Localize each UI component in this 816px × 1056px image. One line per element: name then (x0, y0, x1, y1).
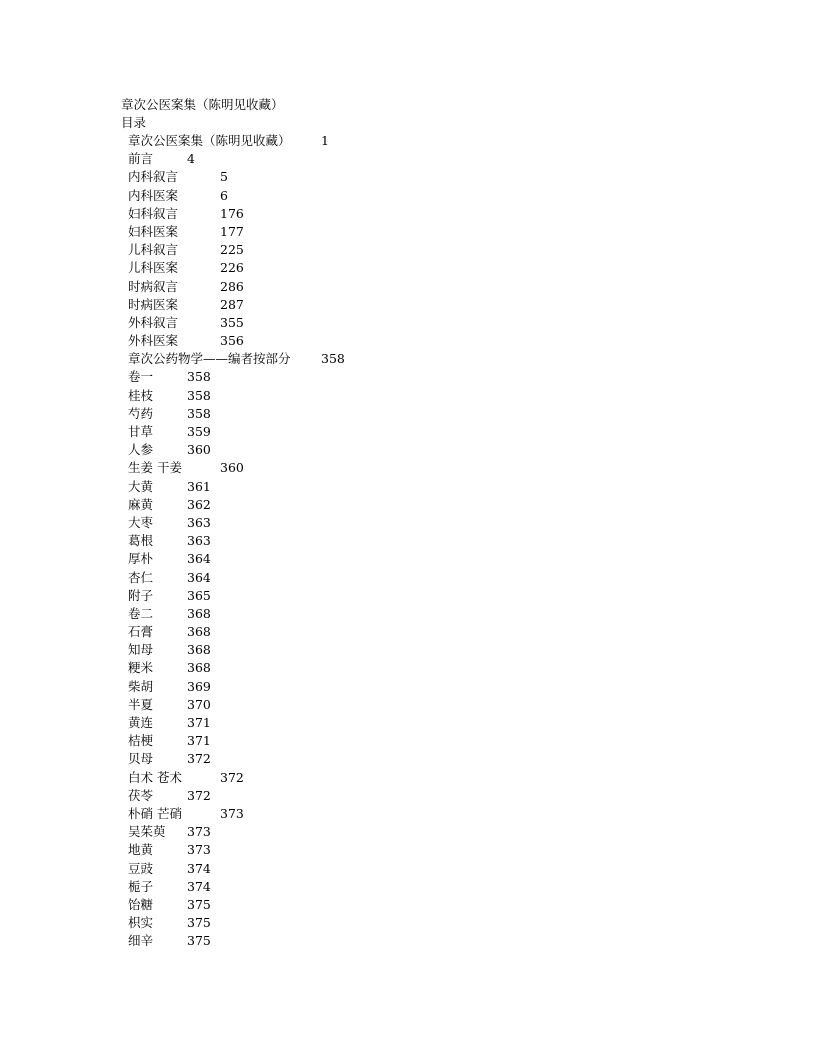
toc-entry-label: 茯苓 (128, 787, 154, 803)
toc-entry-page: 368 (187, 624, 211, 640)
toc-entry-label: 栀子 (128, 878, 154, 894)
toc-entry-page: 358 (187, 369, 211, 385)
toc-entry-page: 364 (187, 569, 211, 585)
toc-entry-page: 5 (220, 169, 228, 185)
document-title: 章次公医案集（陈明见收藏） (121, 97, 284, 112)
toc-entry-page: 287 (220, 296, 244, 312)
toc-entry-page: 375 (187, 933, 211, 949)
toc-entry-label: 豆豉 (128, 860, 154, 876)
toc-entry-page: 364 (187, 551, 211, 567)
toc-entry-page: 362 (187, 496, 211, 512)
toc-entry-label: 妇科叙言 (128, 205, 179, 221)
toc-entry-label: 知母 (128, 642, 154, 658)
toc-entry-page: 6 (220, 187, 228, 203)
toc-entry-label: 甘草 (128, 424, 154, 439)
toc-entry-page: 363 (187, 514, 211, 530)
toc-entry-page: 373 (187, 842, 211, 858)
toc-entry-page: 358 (187, 387, 211, 403)
toc-entry-page: 374 (187, 878, 211, 894)
toc-entry-page: 373 (187, 824, 211, 840)
toc-entry-label: 石膏 (128, 624, 154, 640)
toc-entry-label: 儿科叙言 (128, 242, 179, 258)
toc-entry-page: 360 (220, 460, 244, 476)
toc-entry-page: 176 (220, 205, 244, 221)
toc-entry-page: 360 (187, 442, 211, 458)
toc-entry-page: 359 (187, 424, 211, 439)
toc-entry-label: 生姜 干姜 (128, 460, 182, 476)
toc-entry-page: 358 (187, 405, 211, 421)
toc-entry-label: 粳米 (128, 660, 154, 676)
toc-entry-label: 前言 (128, 151, 154, 167)
toc-entry-page: 226 (220, 260, 244, 276)
toc-entry-label: 外科叙言 (128, 314, 179, 330)
toc-entry-label: 儿科医案 (128, 260, 179, 276)
toc-entry-page: 369 (187, 678, 211, 694)
toc-entry-page: 361 (187, 478, 211, 494)
toc-entry-label: 朴硝 芒硝 (128, 805, 182, 821)
toc-entry-page: 372 (187, 751, 211, 767)
toc-entry-label: 葛根 (128, 533, 154, 549)
toc-entry-page: 286 (220, 278, 244, 294)
toc-entry-label: 桂枝 (128, 387, 154, 403)
toc-entry-page: 372 (187, 787, 211, 803)
toc-entry-page: 368 (187, 642, 211, 658)
toc-entry-label: 桔梗 (128, 733, 154, 749)
toc-entry-label: 章次公药物学——编者按部分 (128, 351, 291, 367)
toc-entry-page: 356 (220, 333, 244, 349)
toc-entry-page: 373 (220, 805, 244, 821)
toc-entry-label: 附子 (128, 587, 154, 603)
toc-entry-label: 大枣 (128, 514, 154, 530)
toc-entry-label: 地黄 (128, 842, 154, 858)
toc-entry-page: 4 (187, 151, 195, 167)
toc-entry-page: 371 (187, 733, 211, 749)
toc-entry-page: 365 (187, 587, 211, 603)
toc-entry-label: 大黄 (128, 478, 154, 494)
toc-entry-page: 371 (187, 715, 211, 730)
toc-entry-label: 贝母 (128, 751, 154, 767)
toc-entry-label: 卷二 (128, 605, 154, 621)
toc-entry-page: 225 (220, 242, 244, 258)
toc-entry-page: 177 (220, 223, 244, 239)
toc-entry-label: 内科医案 (128, 187, 179, 203)
toc-entry-page: 370 (187, 696, 211, 712)
toc-entry-label: 卷一 (128, 369, 154, 385)
toc-entry-label: 黄连 (128, 715, 154, 730)
toc-entry-label: 厚朴 (128, 551, 154, 567)
toc-entry-page: 1 (321, 133, 329, 148)
toc-entry-page: 375 (187, 896, 211, 912)
toc-entry-page: 374 (187, 860, 211, 876)
toc-entry-label: 细辛 (128, 933, 154, 949)
toc-entry-label: 吴茱萸 (128, 824, 166, 840)
toc-entry-page: 372 (220, 769, 244, 785)
toc-entry-page: 368 (187, 605, 211, 621)
toc-entry-label: 芍药 (128, 405, 154, 421)
toc-heading: 目录 (121, 115, 147, 130)
toc-entry-label: 半夏 (128, 696, 154, 712)
toc-entry-page: 375 (187, 915, 211, 931)
toc-entry-label: 柴胡 (128, 678, 154, 694)
toc-entry-label: 章次公医案集（陈明见收藏） (128, 133, 291, 148)
toc-entry-label: 外科医案 (128, 333, 179, 349)
toc-entry-label: 妇科医案 (128, 223, 179, 239)
toc-entry-label: 白术 苍术 (128, 769, 182, 785)
toc-entry-label: 饴糖 (128, 896, 154, 912)
toc-entry-page: 368 (187, 660, 211, 676)
toc-entry-label: 麻黄 (128, 496, 154, 512)
toc-entry-label: 人参 (128, 442, 154, 458)
toc-entry-label: 时病叙言 (128, 278, 179, 294)
toc-entry-page: 355 (220, 314, 244, 330)
toc-entry-label: 杏仁 (128, 569, 154, 585)
toc-entry-page: 363 (187, 533, 211, 549)
toc-entry-page: 358 (321, 351, 345, 367)
toc-entry-label: 枳实 (128, 915, 154, 931)
toc-entry-label: 内科叙言 (128, 169, 179, 185)
toc-entry-label: 时病医案 (128, 296, 179, 312)
